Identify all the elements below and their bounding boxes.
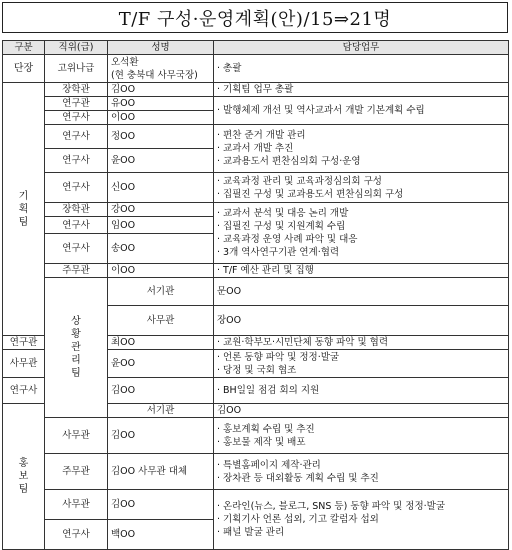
name-line: 신OO <box>111 182 136 193</box>
division-cell <box>3 83 45 336</box>
position-cell: 연구사 <box>45 111 108 125</box>
name-cell <box>108 173 214 203</box>
duty-item: · 교과서 분석 및 대응 논리 개발 <box>217 208 349 219</box>
duty-item: · 교과용도서 편찬심의회 구성·운영 <box>217 156 361 167</box>
division-cell <box>45 278 108 418</box>
name-line: 김OO 사무관 대체 <box>111 466 188 477</box>
duties-cell <box>214 55 509 83</box>
duties-cell <box>214 454 509 490</box>
name-line: 유OO <box>111 98 136 109</box>
name-line: 임OO <box>111 219 136 231</box>
name-line: 문OO <box>217 286 242 297</box>
position-cell: 연구사 <box>45 125 108 149</box>
division-char: 리 <box>71 355 81 366</box>
name-cell <box>108 264 214 278</box>
name-cell <box>108 111 214 125</box>
division-char: 팀 <box>18 216 29 228</box>
duty-item: · 패널 발굴 관리 <box>217 527 285 538</box>
name-cell <box>108 125 214 149</box>
name-line: 김OO <box>111 430 136 441</box>
name-line: 김OO <box>111 84 136 95</box>
duty-item: · 홍보물 제작 및 배포 <box>217 436 306 448</box>
name-line: 백OO <box>111 529 136 540</box>
division-char: 팀 <box>71 368 81 379</box>
name-line: 정OO <box>111 131 136 142</box>
division-char: 황 <box>71 329 81 340</box>
name-line: 윤OO <box>111 155 136 166</box>
name-line: 장OO <box>217 315 242 326</box>
division-cell <box>3 404 45 550</box>
position-cell: 사무관 <box>45 418 108 454</box>
duty-item: · 총괄 <box>217 63 242 74</box>
name-line: 강OO <box>111 204 136 215</box>
duties-cell <box>214 203 509 264</box>
duties-cell <box>214 418 509 454</box>
position-cell: 연구사 <box>45 520 108 550</box>
name-cell <box>108 55 214 83</box>
position-cell: 서기관 <box>108 278 214 306</box>
header-duties: 담당업무 <box>214 41 509 55</box>
duty-item: · 교원·학부모·시민단체 동향 파악 및 협력 <box>217 337 388 348</box>
division-char: 팀 <box>18 484 29 495</box>
duty-item: · 편찬 준거 개발 관리 <box>217 130 306 141</box>
name-line: 이OO <box>111 112 136 123</box>
name-cell <box>108 418 214 454</box>
division-char: 획 <box>18 203 29 215</box>
name-line: 김OO <box>111 499 136 510</box>
header-name: 성명 <box>108 41 214 55</box>
duties-cell <box>214 350 509 378</box>
duties-cell <box>214 97 509 125</box>
position-cell: 주무관 <box>45 454 108 490</box>
position-cell: 장학관 <box>45 203 108 217</box>
name-cell <box>108 234 214 264</box>
duty-item: · 기획기사 언론 섭외, 기고 칼럼자 섭외 <box>217 514 379 525</box>
table-row <box>3 125 509 149</box>
name-cell <box>214 404 509 418</box>
duty-item: · 교과서 개발 추진 <box>217 143 294 154</box>
duties-cell <box>214 336 509 350</box>
duty-item: · 교육과정 운영 사례 파악 및 대응 <box>217 234 358 245</box>
duty-item: · 당정 및 국회 협조 <box>217 364 297 376</box>
duty-item: · 특별홈페이지 제작·관리 <box>217 459 321 471</box>
position-cell: 연구사 <box>45 217 108 234</box>
position-cell: 연구사 <box>45 149 108 173</box>
division-cell: 단장 <box>3 55 45 83</box>
duty-item: · 집필진 구성 및 교과용도서 편찬심의회 구성 <box>217 188 404 200</box>
position-cell: 연구관 <box>45 97 108 111</box>
name-cell <box>108 336 214 350</box>
position-cell: 서기관 <box>108 404 214 418</box>
name-line: 이OO <box>111 265 136 276</box>
duties-cell <box>214 378 509 404</box>
duties-cell <box>214 125 509 173</box>
name-cell <box>108 520 214 550</box>
position-cell: 연구관 <box>3 336 45 350</box>
duties-cell <box>214 83 509 97</box>
name-cell <box>108 203 214 217</box>
duty-item: · BH일일 점검 회의 지원 <box>217 385 320 396</box>
duties-cell <box>214 173 509 203</box>
name-line: 최OO <box>111 337 136 348</box>
name-cell <box>108 378 214 404</box>
name-cell <box>214 278 509 306</box>
table-row <box>3 55 509 83</box>
name-cell <box>108 97 214 111</box>
table-row <box>3 454 509 490</box>
duty-item: · 장차관 등 대외활동 계획 수립 및 추진 <box>217 472 379 484</box>
position-cell: 사무관 <box>3 350 45 378</box>
document-title: T/F 구성·운영계획(안)/15⇒21명 <box>2 2 508 33</box>
position-cell: 고위나급 <box>45 55 108 83</box>
table-row <box>3 278 509 306</box>
position-cell: 장학관 <box>45 83 108 97</box>
duties-cell <box>214 264 509 278</box>
name-line: 윤OO <box>111 358 136 369</box>
name-line: 김OO <box>111 385 136 396</box>
table-row <box>3 97 509 111</box>
header-division: 구분 <box>3 41 45 55</box>
division-char: 관 <box>71 342 81 353</box>
table-row <box>3 173 509 203</box>
duty-item: · 홍보계획 수립 및 추진 <box>217 423 315 435</box>
name-cell <box>108 217 214 234</box>
position-cell: 연구사 <box>45 173 108 203</box>
name-cell <box>108 149 214 173</box>
duty-item: · 언론 동향 파악 및 정정·발굴 <box>217 351 340 363</box>
position-cell: 주무관 <box>45 264 108 278</box>
duty-item: · 발행체제 개선 및 역사교과서 개발 기본계획 수립 <box>217 105 425 116</box>
division-char: 기 <box>18 190 29 202</box>
organization-table <box>2 40 509 550</box>
name-line: 김OO <box>217 405 242 416</box>
name-cell <box>214 306 509 336</box>
name-cell <box>108 350 214 378</box>
position-cell: 연구사 <box>3 378 45 404</box>
duty-item: · 3개 역사연구기관 연계·협력 <box>217 247 340 258</box>
duty-item: · T/F 예산 관리 및 집행 <box>217 265 314 276</box>
header-position: 직위(급) <box>45 41 108 55</box>
duty-item: · 온라인(뉴스, 블로그, SNS 등) 동향 파악 및 정정·발굴 <box>217 501 446 512</box>
name-cell <box>108 83 214 97</box>
position-cell: 사무관 <box>45 490 108 520</box>
table-row <box>3 490 509 520</box>
name-cell <box>108 490 214 520</box>
table-header-row <box>3 41 509 55</box>
division-char: 상 <box>71 316 81 327</box>
name-line: (현 충북대 사무국장) <box>111 69 198 81</box>
division-char: 홍 <box>18 458 29 469</box>
duty-item: · 교육과정 관리 및 교육과정심의회 구성 <box>217 175 382 187</box>
table-row <box>3 203 509 217</box>
position-cell: 연구사 <box>45 234 108 264</box>
position-cell: 사무관 <box>108 306 214 336</box>
name-line: 오석환 <box>111 56 139 68</box>
name-cell <box>108 454 214 490</box>
division-char: 보 <box>18 471 29 482</box>
table-row <box>3 264 509 278</box>
table-row <box>3 83 509 97</box>
duty-item: · 기획팀 업무 총괄 <box>217 84 294 95</box>
duty-item: · 집필진 구성 및 지원계획 수립 <box>217 221 346 232</box>
table-row <box>3 418 509 454</box>
duties-cell <box>214 490 509 550</box>
name-line: 송OO <box>111 243 136 254</box>
